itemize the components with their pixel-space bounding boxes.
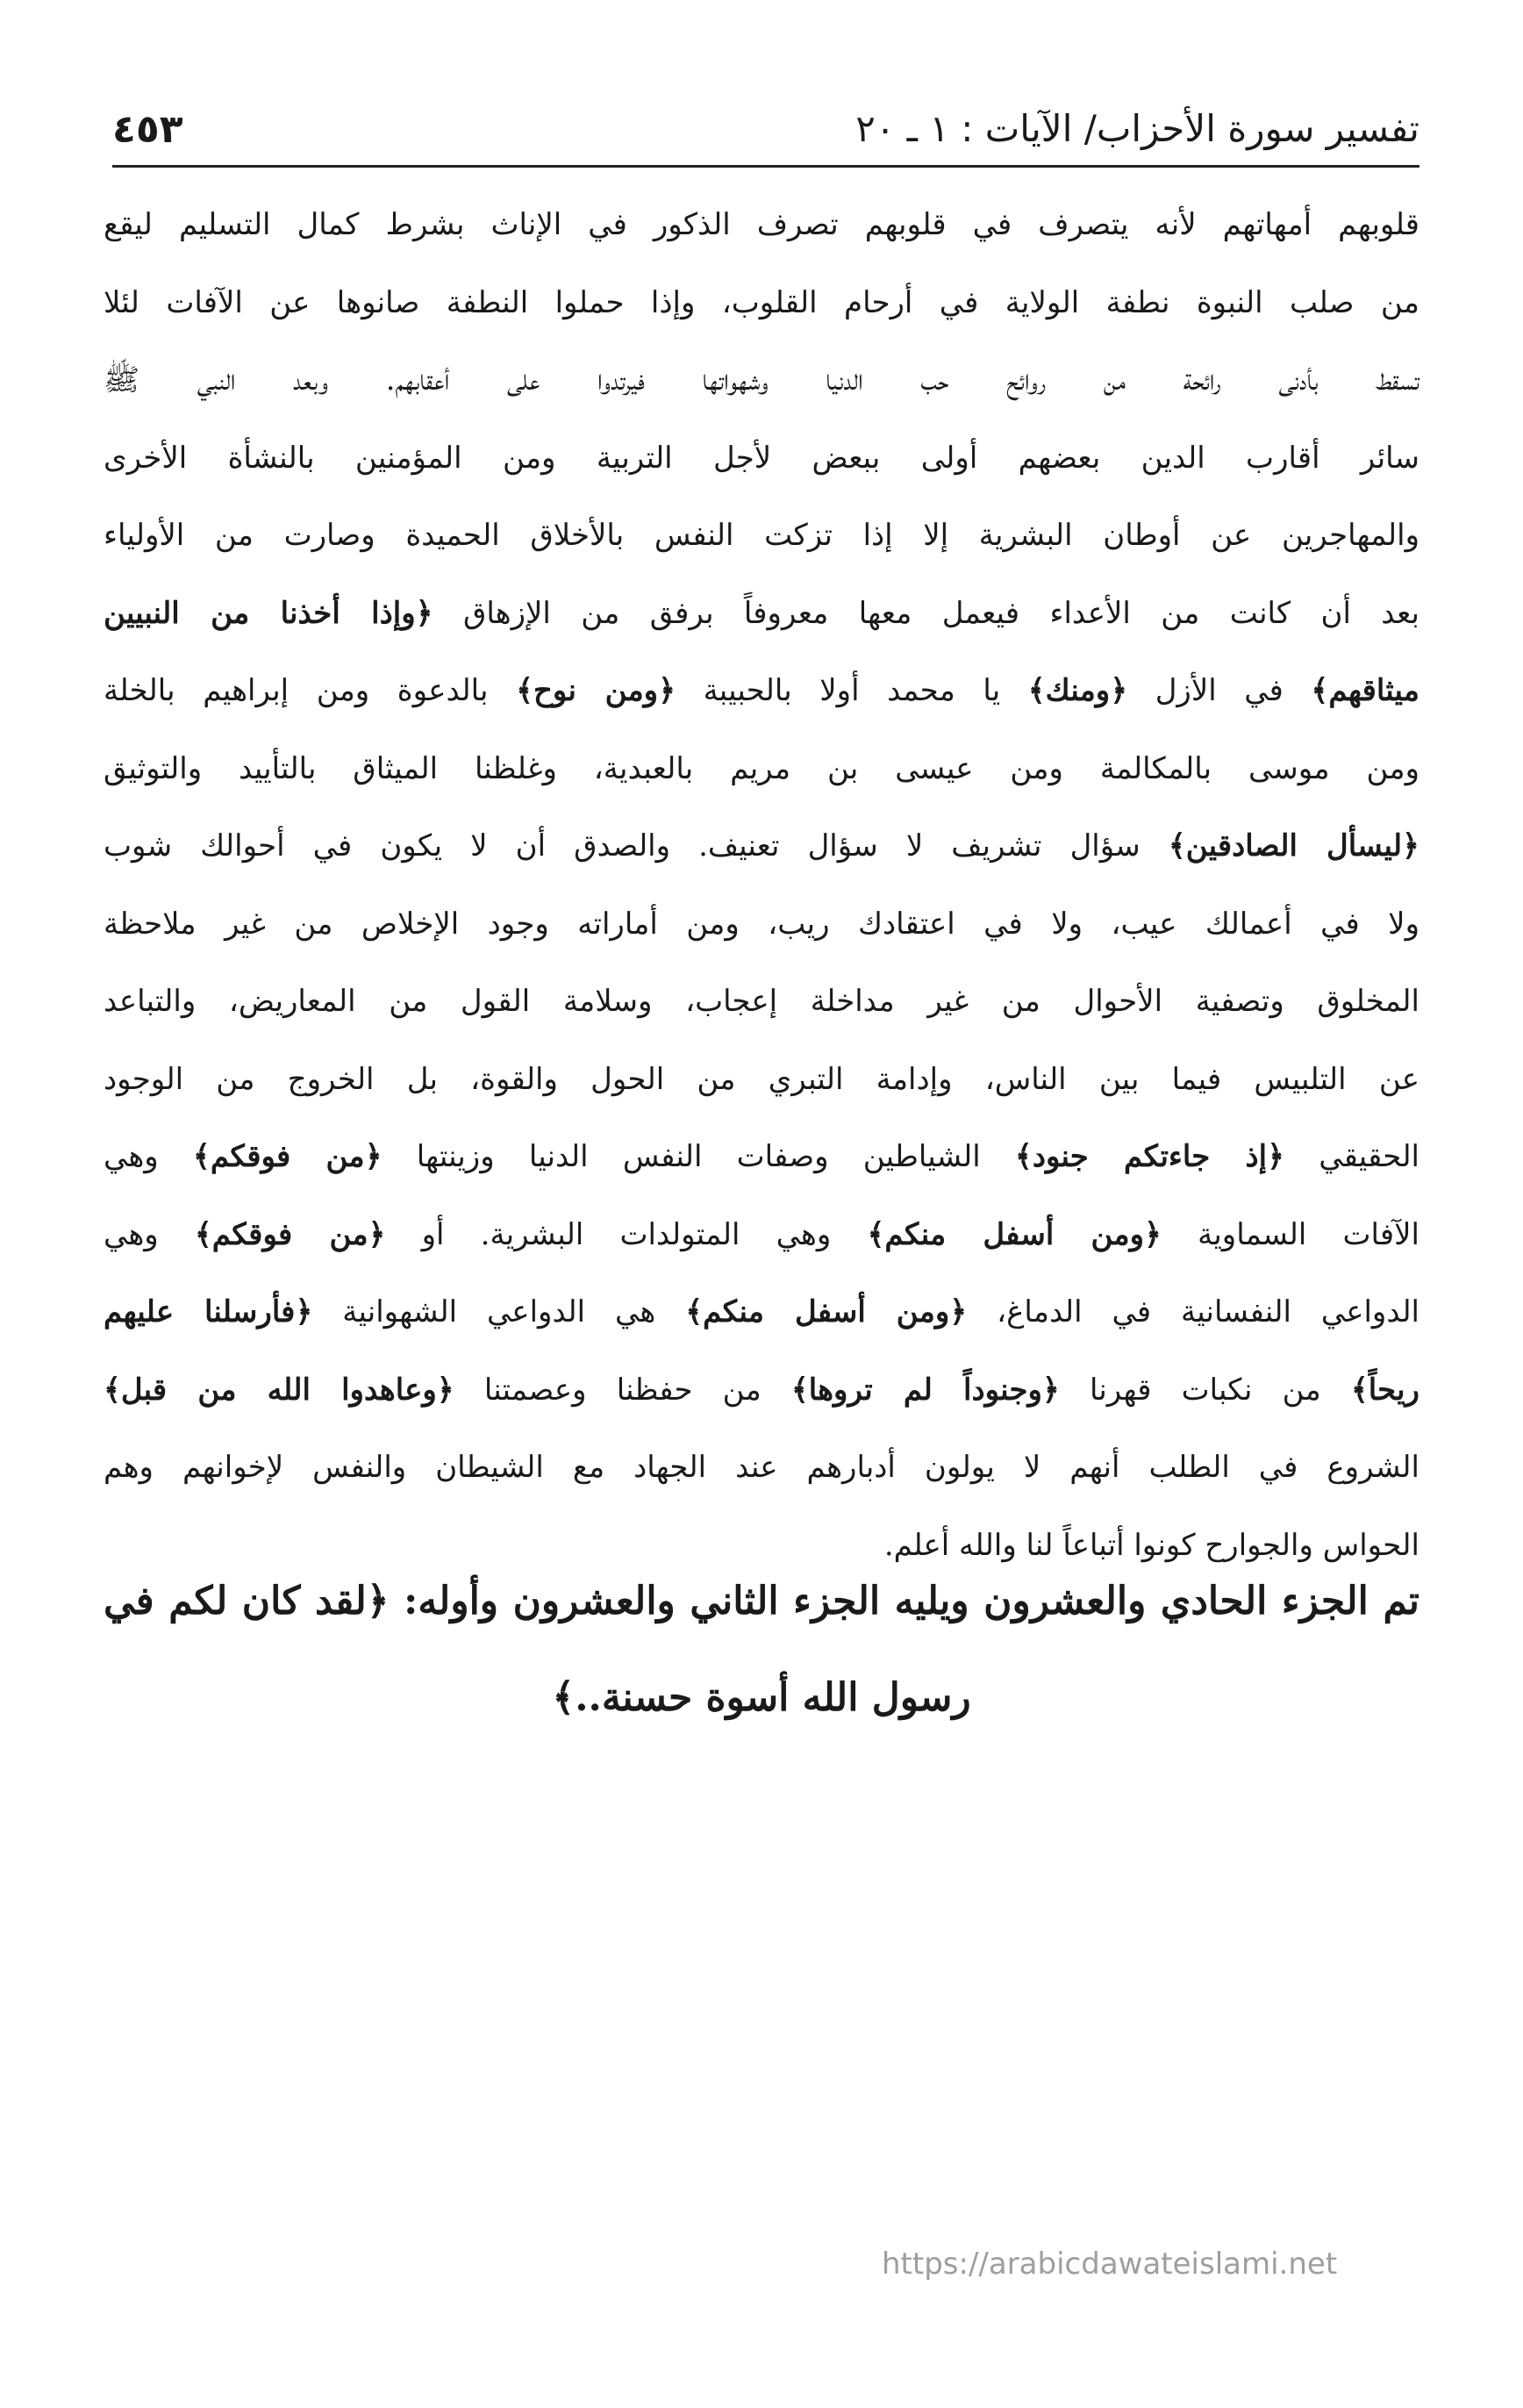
website-watermark: https://arabicdawateislami.net [882, 2247, 1338, 2282]
text-segment: ومن موسى بالمكالمة ومن عيسى بن مريم بالعبدية، وغلظنا الميثاق بالتأييد والتوثيق [104, 750, 1419, 786]
running-head: تفسير سورة الأحزاب/ الآيات : ١ ـ ٢٠ [855, 107, 1419, 150]
text-segment: وهي المتولدات البشرية. أو [385, 1216, 868, 1252]
text-segment: المخلوق وتصفية الأحوال من غير مداخلة إعجاب، وسلامة القول من المعاريض، والتباعد [104, 984, 1419, 1019]
text-segment: عن التلبيس فيما بين الناس، وإدامة التبري من الحول والقوة، بل الخروج من الوجود [104, 1061, 1419, 1097]
quran-quote: ﴿إذ جاءتكم جنود﴾ [1014, 1139, 1285, 1174]
text-segment: وهي [104, 1216, 195, 1252]
text-segment: الدواعي النفسانية في الدماغ، [967, 1294, 1419, 1329]
quran-quote: ﴿ومن أسفل منكم﴾ [867, 1216, 1162, 1252]
quran-quote: ﴿فأرسلنا عليهم [104, 1294, 313, 1329]
quran-quote: ﴿وعاهدوا الله من قبل﴾ [104, 1372, 454, 1408]
quran-quote: ﴿من فوقكم﴾ [192, 1139, 383, 1174]
text-line [104, 1351, 1419, 1430]
quran-quote: ميثاقهم﴾ [1311, 673, 1419, 708]
text-line [104, 1429, 1419, 1507]
page-header [112, 104, 1419, 168]
text-segment: قلوبهم أمهاتهم لأنه يتصرف في قلوبهم تصرف الذكور في الإناث بشرط كمال التسليم ليقع [104, 207, 1419, 242]
quran-quote: ﴿وإذا أخذنا من النبيين [104, 595, 433, 631]
text-segment: سائر أقارب الدين بعضهم أولى ببعض لأجل التربية ومن المؤمنين بالنشأة الأخرى [104, 440, 1419, 476]
text-segment: الشروع في الطلب أنهم لا يولون أدبارهم عند الجهاد مع الشيطان والنفس لإخوانهم وهم [104, 1450, 1419, 1485]
quran-quote: ﴿من فوقكم﴾ [194, 1216, 386, 1252]
text-segment: من نكبات قهرنا [1059, 1372, 1351, 1408]
text-line [104, 1118, 1419, 1196]
text-segment: هي الدواعي الشهوانية [312, 1294, 686, 1329]
text-segment: الشياطين وصفات النفس الدنيا وزينتها [382, 1139, 1015, 1174]
text-line [104, 885, 1419, 964]
text-line [104, 497, 1419, 575]
quran-quote: ﴿ومن أسفل منكم﴾ [685, 1294, 968, 1329]
text-line [104, 264, 1419, 342]
text-segment: والمهاجرين عن أوطان البشرية إلا إذا تزكت النفس بالأخلاق الحميدة وصارت من الأولياء [104, 518, 1419, 553]
volume-closing-note [104, 1553, 1419, 1746]
text-line [104, 575, 1419, 653]
text-segment: سؤال تشريف لا سؤال تعنيف. والصدق أن لا يكون في أحوالك شوب [104, 828, 1169, 864]
page-number: ٤٥٣ [112, 107, 183, 152]
main-text [104, 186, 1419, 1584]
text-line [104, 1273, 1419, 1351]
text-segment: ولا في أعمالك عيب، ولا في اعتقادك ريب، ومن أماراته وجود الإخلاص من غير ملاحظة [104, 906, 1419, 942]
text-segment: تسقط بأدنى رائحة من روائح حب الدنيا وشهواتها فيرتدوا على أعقابهم. وبعد النبي ﷺ [104, 362, 1419, 398]
text-line [104, 807, 1419, 885]
text-segment: في الأزل [1127, 673, 1312, 708]
text-segment: بعد أن كانت من الأعداء فيعمل معها معروفاً برفق من الإزهاق [433, 595, 1419, 631]
text-line [104, 186, 1419, 264]
closing-line-1: تم الجزء الحادي والعشرون ويليه الجزء الثاني والعشرون وأوله: ﴿لقد كان لكم في [104, 1579, 1419, 1623]
text-segment: من صلب النبوة نطفة الولاية في أرحام القلوب، وإذا حملوا النطفة صانوها عن الآفات لئلا [104, 284, 1419, 320]
text-line [104, 341, 1419, 419]
text-segment: الحقيقي [1284, 1139, 1419, 1174]
text-segment: يا محمد أولا بالحبيبة [676, 673, 1028, 708]
text-line [104, 730, 1419, 808]
text-line [104, 963, 1419, 1041]
text-line [104, 652, 1419, 730]
text-segment: الحواس والجوارح كونوا أتباعاً لنا والله أعلم. [883, 1527, 1419, 1563]
quran-quote: ﴿ومن نوح﴾ [516, 673, 676, 708]
text-line [104, 1196, 1419, 1274]
quran-quote: ريحاً﴾ [1350, 1372, 1419, 1408]
text-segment: بالدعوة ومن إبراهيم بالخلة [104, 673, 517, 708]
quran-quote: ﴿ومنك﴾ [1027, 673, 1128, 708]
quran-quote: ﴿وجنوداً لم تروها﴾ [790, 1372, 1060, 1408]
text-segment: وهي [104, 1139, 193, 1174]
text-segment: الآفات السماوية [1161, 1216, 1419, 1252]
text-segment: من حفظنا وعصمتنا [454, 1372, 791, 1408]
closing-line-2: رسول الله أسوة حسنة..﴾ [552, 1675, 971, 1720]
text-line [104, 419, 1419, 498]
text-line [104, 1041, 1419, 1119]
quran-quote: ﴿ليسأل الصادقين﴾ [1168, 828, 1419, 864]
